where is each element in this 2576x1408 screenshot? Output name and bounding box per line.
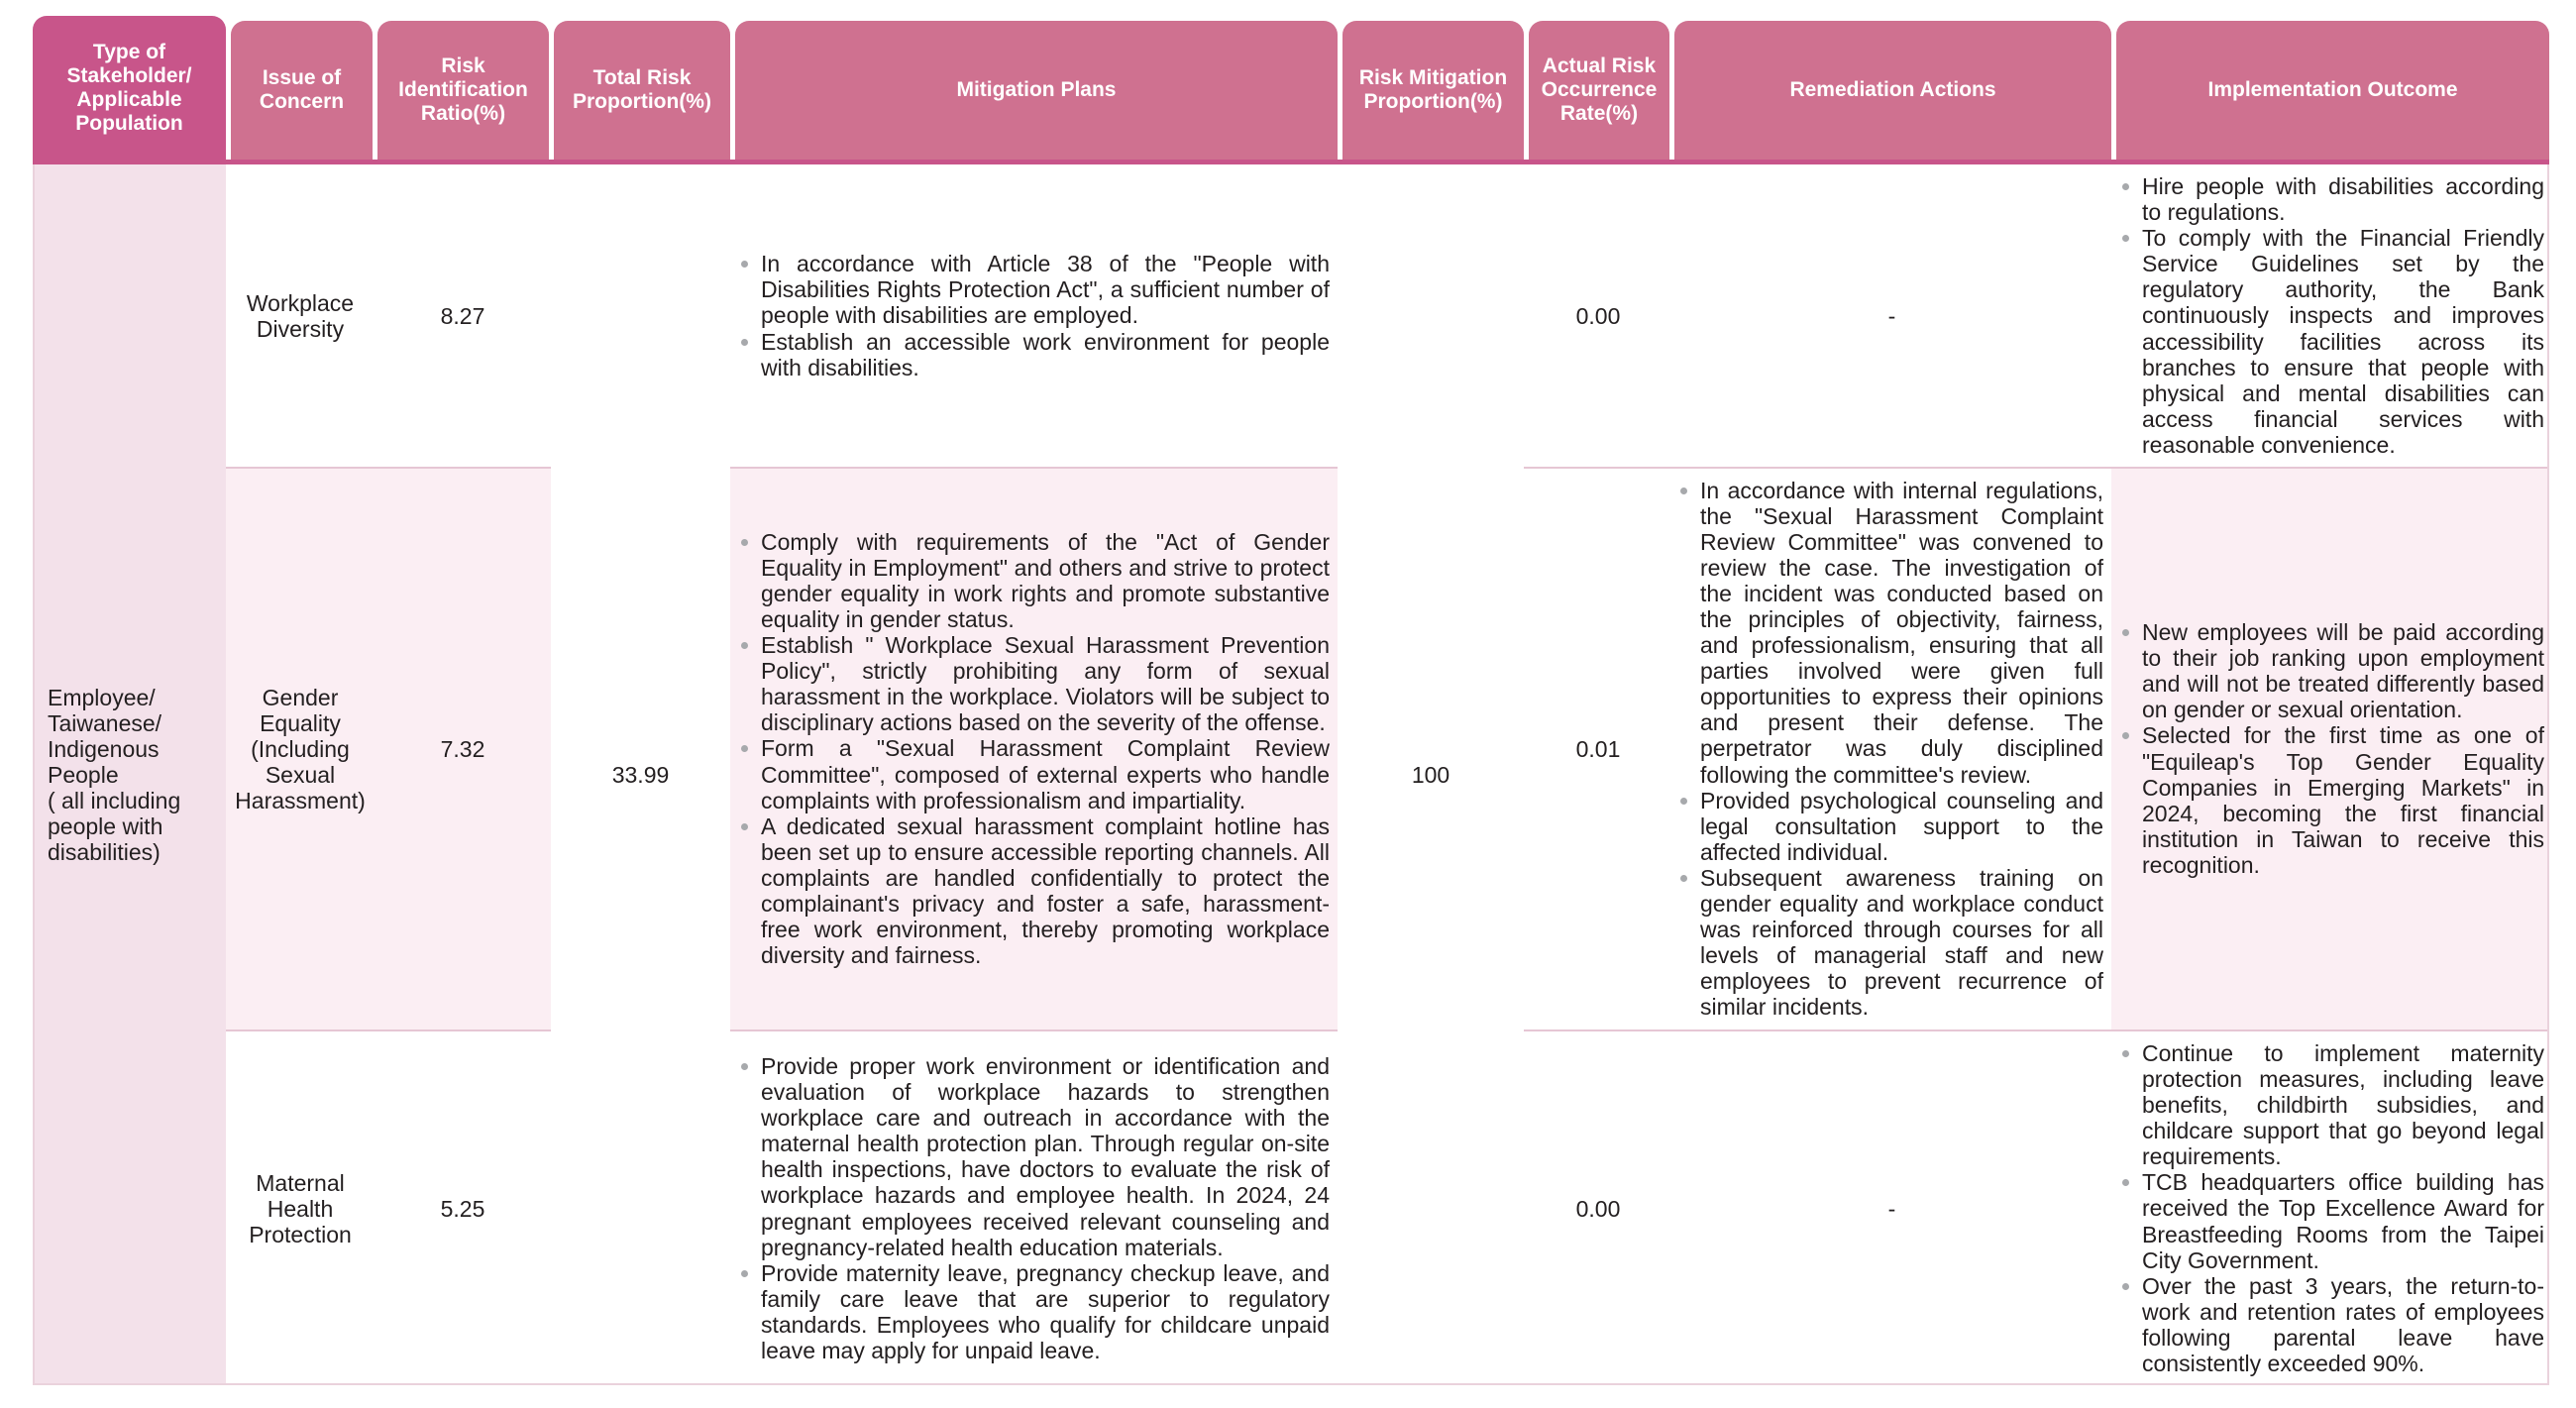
list-item: Hire people with disabilities according to regulations. <box>2116 173 2544 225</box>
list-item: Provide proper work environment or identification and evaluation of workplace hazards to strengthen workplace care and outreach in accordance with the maternal health protection plan. Through regular on-site health inspections, have doctors to evaluate the risk of workplace hazards and employee health. In 2024, 24 pregnant employees received relevant counseling and pregnancy-related health education materials. <box>735 1053 1330 1260</box>
list-item: To comply with the Financial Friendly Service Guidelines set by the regulatory authority, the Bank continuously inspects and improves accessibility facilities across its branches to ensure that people with physical and mental disabilities can access financial services with reasonable convenience. <box>2116 225 2544 458</box>
list-item: A dedicated sexual harassment complaint hotline has been set up to ensure accessible reporting channels. All complaints are handled confidentially to protect the complainant's privacy and foster a safe, harassment-free work environment, thereby promoting workplace diversity and fairness. <box>735 813 1330 969</box>
list-item: Subsequent awareness training on gender equality and workplace conduct was reinforced through courses for all levels of managerial staff and new employees to prevent recurrence of similar incidents. <box>1674 865 2103 1021</box>
outcome-list-maternal-health <box>2116 1031 2544 1385</box>
issue-gender-equality: Gender Equality (Including Sexual Harassment) <box>235 684 366 813</box>
remediation-workplace-diversity: - <box>1887 302 1896 329</box>
issue-workplace-diversity: Workplace Diversity <box>246 289 355 342</box>
mitigation-list-gender-equality <box>735 468 1330 1029</box>
mitigation-list-maternal-health <box>735 1031 1330 1385</box>
risk-ratio-workplace-diversity: 8.27 <box>440 302 485 329</box>
list-item: Provided psychological counseling and legal consultation support to the affected individual. <box>1674 788 2103 865</box>
list-item: Over the past 3 years, the return-to-work and retention rates of employees following parental leave have consistently exceeded 90%. <box>2116 1273 2544 1376</box>
header-issue-of-concern: Issue of Concern <box>231 21 373 160</box>
header-risk-identification-ratio: Risk Identification Ratio(%) <box>377 21 549 160</box>
stakeholder-cell: Employee/ Taiwanese/ Indigenous People ( all including people with disabilities) <box>33 164 226 1385</box>
header-stakeholder-type: Type of Stakeholder/ Applicable Population <box>33 16 226 160</box>
header-implementation-outcome: Implementation Outcome <box>2116 21 2549 160</box>
header-total-risk-proportion: Total Risk Proportion(%) <box>554 21 730 160</box>
remediation-list-gender-equality <box>1674 468 2103 1029</box>
header-actual-risk-occurrence-rate: Actual Risk Occurrence Rate(%) <box>1529 21 1669 160</box>
list-item: In accordance with internal regulations, the "Sexual Harassment Complaint Review Committee" was convened to review the case. The investigation of the incident was conducted based on the principles of objectivity, fairness, and professionalism, ensuring that all parties involved were given full opportunities to express their opinions and present their defense. The perpetrator was duly disciplined following the committee's review. <box>1674 478 2103 788</box>
mitigation-list-workplace-diversity <box>735 164 1330 467</box>
issue-maternal-health: Maternal Health Protection <box>249 1169 352 1247</box>
list-item: Form a "Sexual Harassment Complaint Review Committee", composed of external experts who handle complaints with professionalism and impartiality. <box>735 735 1330 812</box>
outcome-list-workplace-diversity <box>2116 164 2544 467</box>
risk-mitigation-proportion-value: 100 <box>1411 762 1450 788</box>
list-item: Selected for the first time as one of "Equileap's Top Gender Equality Companies in Emerging Markets" in 2024, becoming the first financial institution in Taiwan to receive this recognition. <box>2116 722 2544 878</box>
risk-ratio-maternal-health: 5.25 <box>440 1195 485 1222</box>
header-risk-mitigation-proportion: Risk Mitigation Proportion(%) <box>1342 21 1524 160</box>
header-remediation-actions: Remediation Actions <box>1674 21 2111 160</box>
occurrence-gender-equality: 0.01 <box>1575 735 1621 762</box>
header-mitigation-plans: Mitigation Plans <box>735 21 1338 160</box>
occurrence-workplace-diversity: 0.00 <box>1575 302 1621 329</box>
list-item: Establish " Workplace Sexual Harassment Prevention Policy", strictly prohibiting any form of sexual harassment in the workplace. Violators will be subject to disciplinary actions based on the severity of the offense. <box>735 632 1330 735</box>
list-item: Provide maternity leave, pregnancy checkup leave, and family care leave that are superior to regulatory standards. Employees who qualify for childcare unpaid leave may apply for unpaid leave. <box>735 1260 1330 1363</box>
outcome-list-gender-equality <box>2116 468 2544 1029</box>
remediation-maternal-health: - <box>1887 1195 1896 1222</box>
total-risk-proportion-value: 33.99 <box>611 762 670 788</box>
risk-ratio-gender-equality: 7.32 <box>440 735 485 762</box>
list-item: Comply with requirements of the "Act of Gender Equality in Employment" and others and strive to protect gender equality in work rights and promote substantive equality in gender status. <box>735 529 1330 632</box>
occurrence-maternal-health: 0.00 <box>1575 1195 1621 1222</box>
list-item: New employees will be paid according to their job ranking upon employment and will not be treated differently based on gender or sexual orientation. <box>2116 619 2544 722</box>
list-item: Establish an accessible work environment for people with disabilities. <box>735 329 1330 380</box>
list-item: Continue to implement maternity protection measures, including leave benefits, childbirth subsidies, and childcare support that go beyond legal requirements. <box>2116 1040 2544 1169</box>
list-item: TCB headquarters office building has received the Top Excellence Award for Breastfeeding Rooms from the Taipei City Government. <box>2116 1169 2544 1272</box>
list-item: In accordance with Article 38 of the "People with Disabilities Rights Protection Act", a sufficient number of people with disabilities are employed. <box>735 251 1330 328</box>
